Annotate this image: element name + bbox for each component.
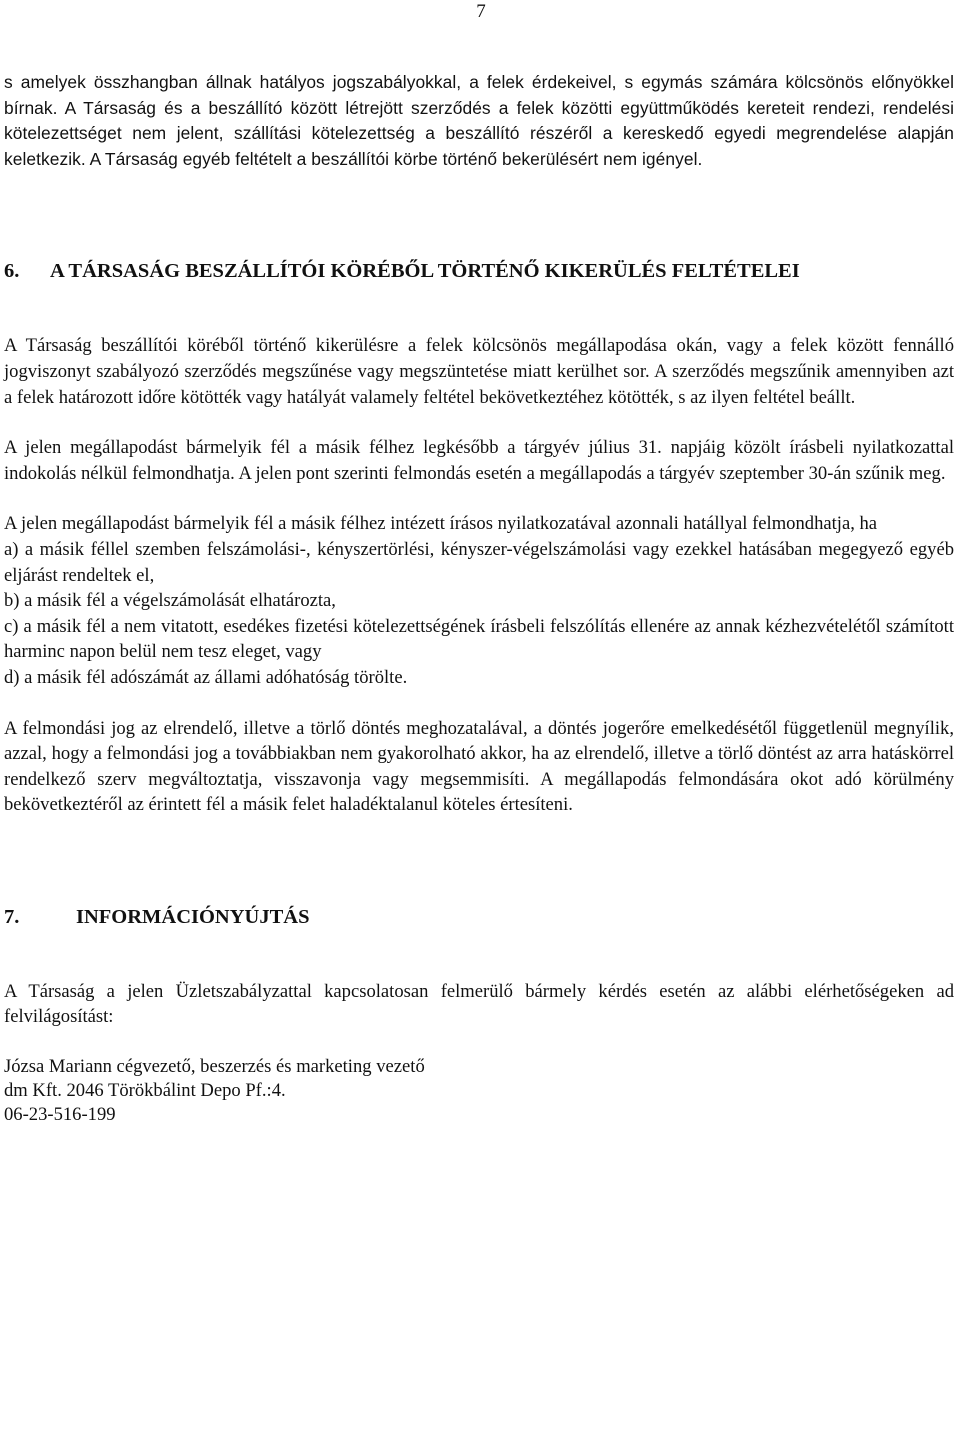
intro-rest: A Társaság és a beszállító között létrejött szerződés a felek közötti együttműködés kereteit rendezi, rendelési kötelezettséget nem jelent, szállítási kötelezettség a beszállító részéről a kereskedő egyedi megrendelése alapján keletkezik. A Társaság egyéb feltételt a beszállítói körbe történő bekerülésért nem igényel.	[4, 97, 954, 169]
section-7-heading	[4, 904, 954, 931]
contact-phone: 06-23-516-199	[4, 1104, 116, 1126]
section-6-paragraph-1: A Társaság beszállítói köréből történő kikerülésre a felek kölcsönös megállapodása okán, vagy a felek között fennálló jogviszonyt szabályozó szerződés megszűnése vagy megszüntetése miatt kerülhet sor. A szerződés megszűnik amennyiben azt a felek határozott időre kötötték vagy hatályát valamely feltétel bekövetkeztéhez kötötték, s az ilyen feltétel beállt.	[4, 335, 954, 408]
section-6-number: 6.	[4, 260, 20, 283]
section-6-paragraph-2: A jelen megállapodást bármelyik fél a másik félhez legkésőbb a tárgyév július 31. napjáig közölt írásbeli nyilatkozattal indokolás nélkül felmondhatja. A jelen pont szerinti felmondás esetén a megállapodás a tárgyév szeptember 30-án szűnik meg.	[4, 437, 954, 484]
section-6-paragraph-3-intro: A jelen megállapodást bármelyik fél a másik félhez intézett írásos nyilatkozatával azonnali hatállyal felmondhatja, ha	[4, 513, 878, 535]
section-7-paragraph-1: A Társaság a jelen Üzletszabályzattal kapcsolatosan felmerülő bármely kérdés esetén az alábbi elérhetőségeken ad felvilágosítást:	[4, 980, 954, 1028]
page-number: 7	[476, 1, 486, 22]
section-6-paragraph-4: A felmondási jog az elrendelő, illetve a törlő döntés meghozatalával, a döntés jogerőre emelkedésétől függetlenül megnyílik, azzal, hogy a felmondási jog a továbbiakban nem gyakorolható akkor, ha az elrendelő, illetve a törlő döntést az arra hatáskörrel rendelkező szerv megváltoztatja, visszavonja vagy megsemmisíti. A megállapodás felmondására okot adó körülmény bekövetkeztéről az érintett fél a másik felet haladéktalanul köteles értesíteni.	[4, 717, 954, 816]
section-6-title: A TÁRSASÁG BESZÁLLÍTÓI KÖRÉBŐL TÖRTÉNŐ KIKERÜLÉS FELTÉTELEI	[50, 260, 800, 283]
document-body	[4, 70, 954, 1127]
section-6-item-b: b) a másik fél a végelszámolását elhatározta,	[4, 590, 336, 612]
contact-name: Józsa Mariann cégvezető, beszerzés és marketing vezető	[4, 1056, 425, 1078]
contact-address: dm Kft. 2046 Törökbálint Depo Pf.:4.	[4, 1080, 286, 1102]
section-6-item-a: a) a másik féllel szemben felszámolási-, kényszertörlési, kényszer-végelszámolási vagy ezekkel hatásában megegyező egyéb eljárást rendeltek el,	[4, 538, 954, 586]
contact-block	[4, 1055, 954, 1127]
section-7-number: 7.	[4, 905, 20, 928]
section-6-item-c: c) a másik fél a nem vitatott, esedékes fizetési kötelezettségének írásbeli felszólítás ellenére az annak kézhezvételétől számított harminc napon belül nem tesz eleget, vagy	[4, 615, 954, 663]
section-6-heading	[4, 258, 954, 285]
intro-paragraph	[4, 70, 954, 172]
section-6-item-d: d) a másik fél adószámát az állami adóhatóság törölte.	[4, 666, 408, 688]
intro-line-1: s amelyek összhangban állnak hatályos jogszabályokkal, a felek érdekeivel, s egymás számára kölcsönös előnyökkel bírnak.	[4, 72, 954, 118]
section-7-title: INFORMÁCIÓNYÚJTÁS	[76, 905, 310, 928]
